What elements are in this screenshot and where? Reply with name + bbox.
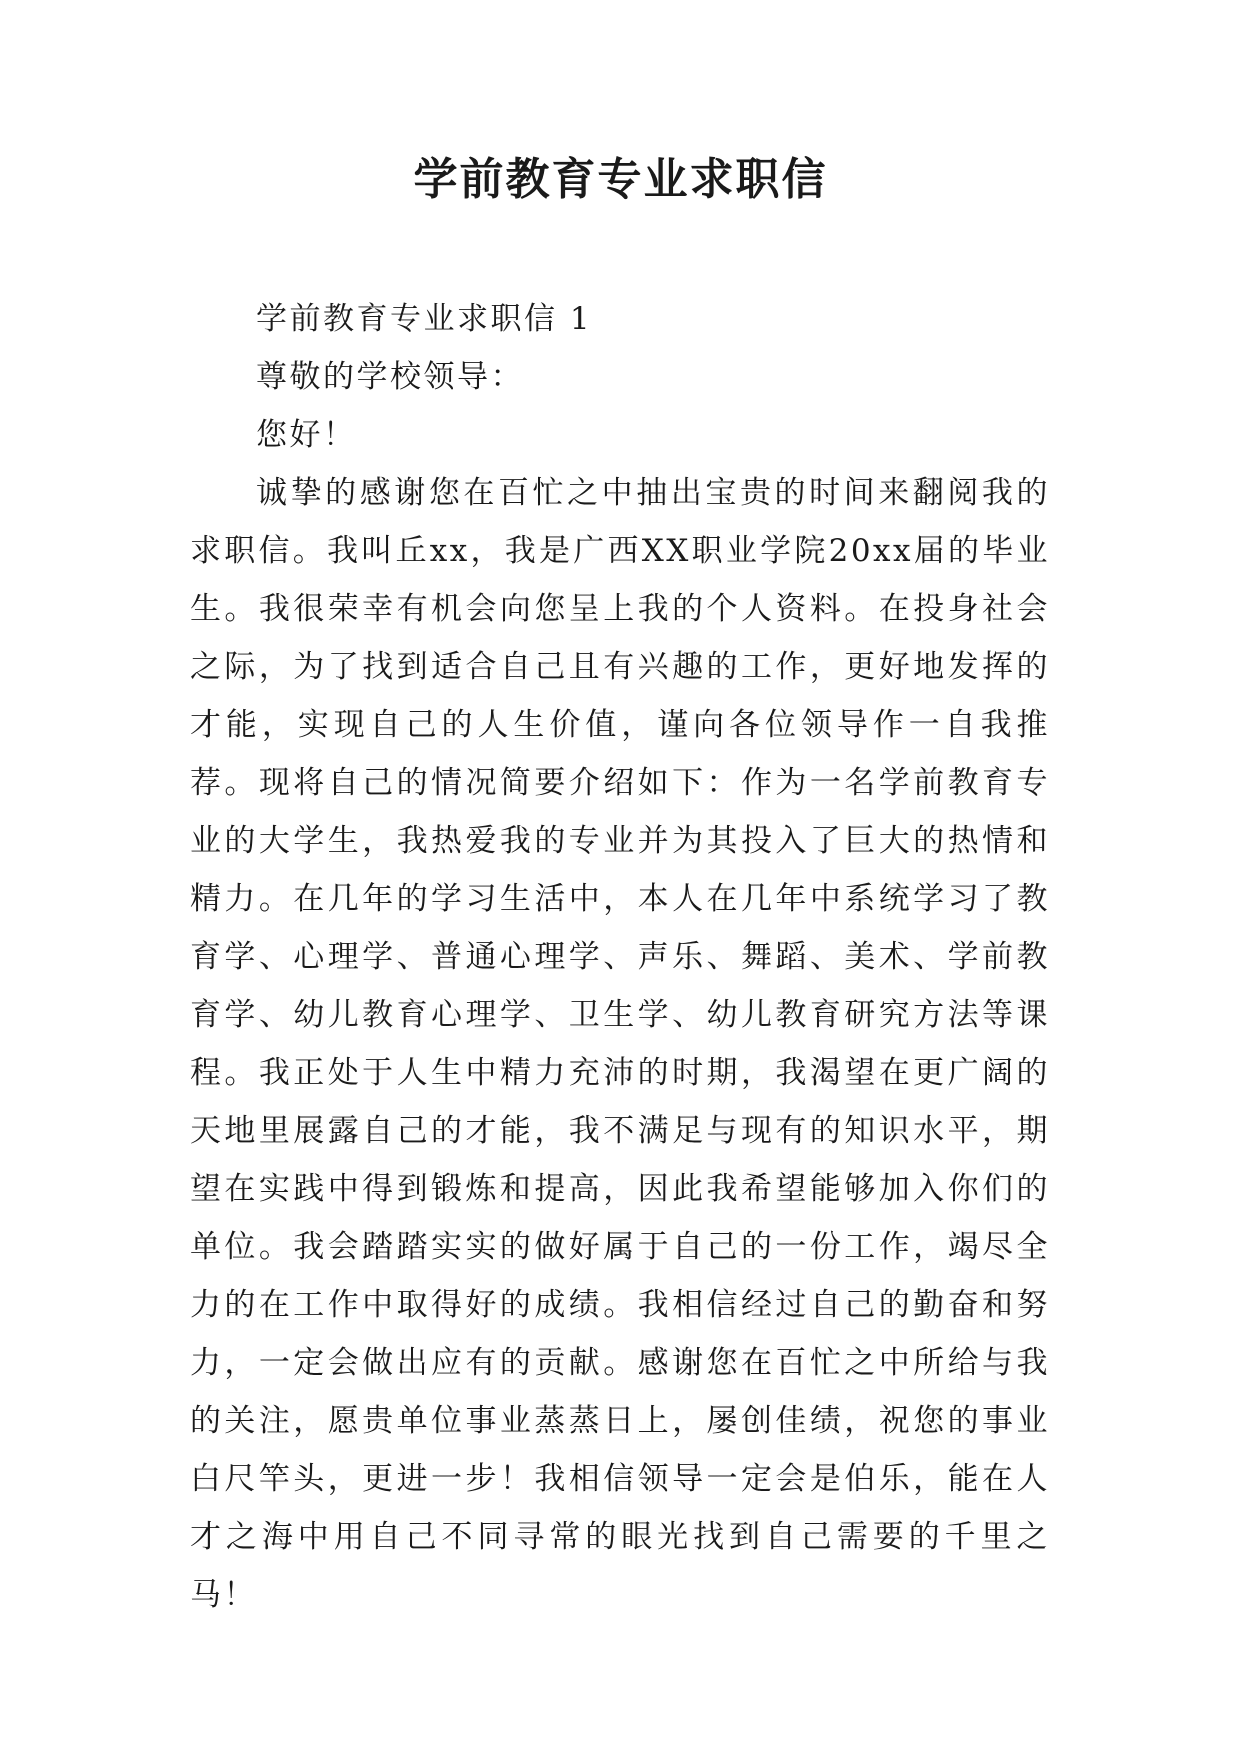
body-paragraph: 诚挚的感谢您在百忙之中抽出宝贵的时间来翻阅我的求职信。我叫丘xx，我是广西XX职业学院20xx届的毕业生。我很荣幸有机会向您呈上我的个人资料。在投身社会之际，为了找到适合自己且有兴趣的工作，更好地发挥的才能，实现自己的人生价值，谨向各位领导作一自我推荐。现将自己的情况简要介绍如下：作为一名学前教育专业的大学生，我热爱我的专业并为其投入了巨大的热情和精力。在几年的学习生活中，本人在几年中系统学习了教育学、心理学、普通心理学、声乐、舞蹈、美术、学前教育学、幼儿教育心理学、卫生学、幼儿教育研究方法等课程。我正处于人生中精力充沛的时期，我渴望在更广阔的天地里展露自己的才能，我不满足与现有的知识水平，期望在实践中得到锻炼和提高，因此我希望能够加入你们的单位。我会踏踏实实的做好属于自己的一份工作，竭尽全力的在工作中取得好的成绩。我相信经过自己的勤奋和努力，一定会做出应有的贡献。感谢您在百忙之中所给与我的关注，愿贵单位事业蒸蒸日上，屡创佳绩，祝您的事业白尺竿头，更进一步！我相信领导一定会是伯乐，能在人才之海中用自己不同寻常的眼光找到自己需要的千里之马！ — [190, 475, 1050, 1613]
letter-body — [190, 290, 1050, 1624]
greeting: 您好！ — [256, 417, 357, 453]
section-heading: 学前教育专业求职信 1 — [256, 301, 593, 337]
salutation: 尊敬的学校领导： — [256, 359, 524, 395]
document-title: 学前教育专业求职信 — [413, 154, 828, 205]
